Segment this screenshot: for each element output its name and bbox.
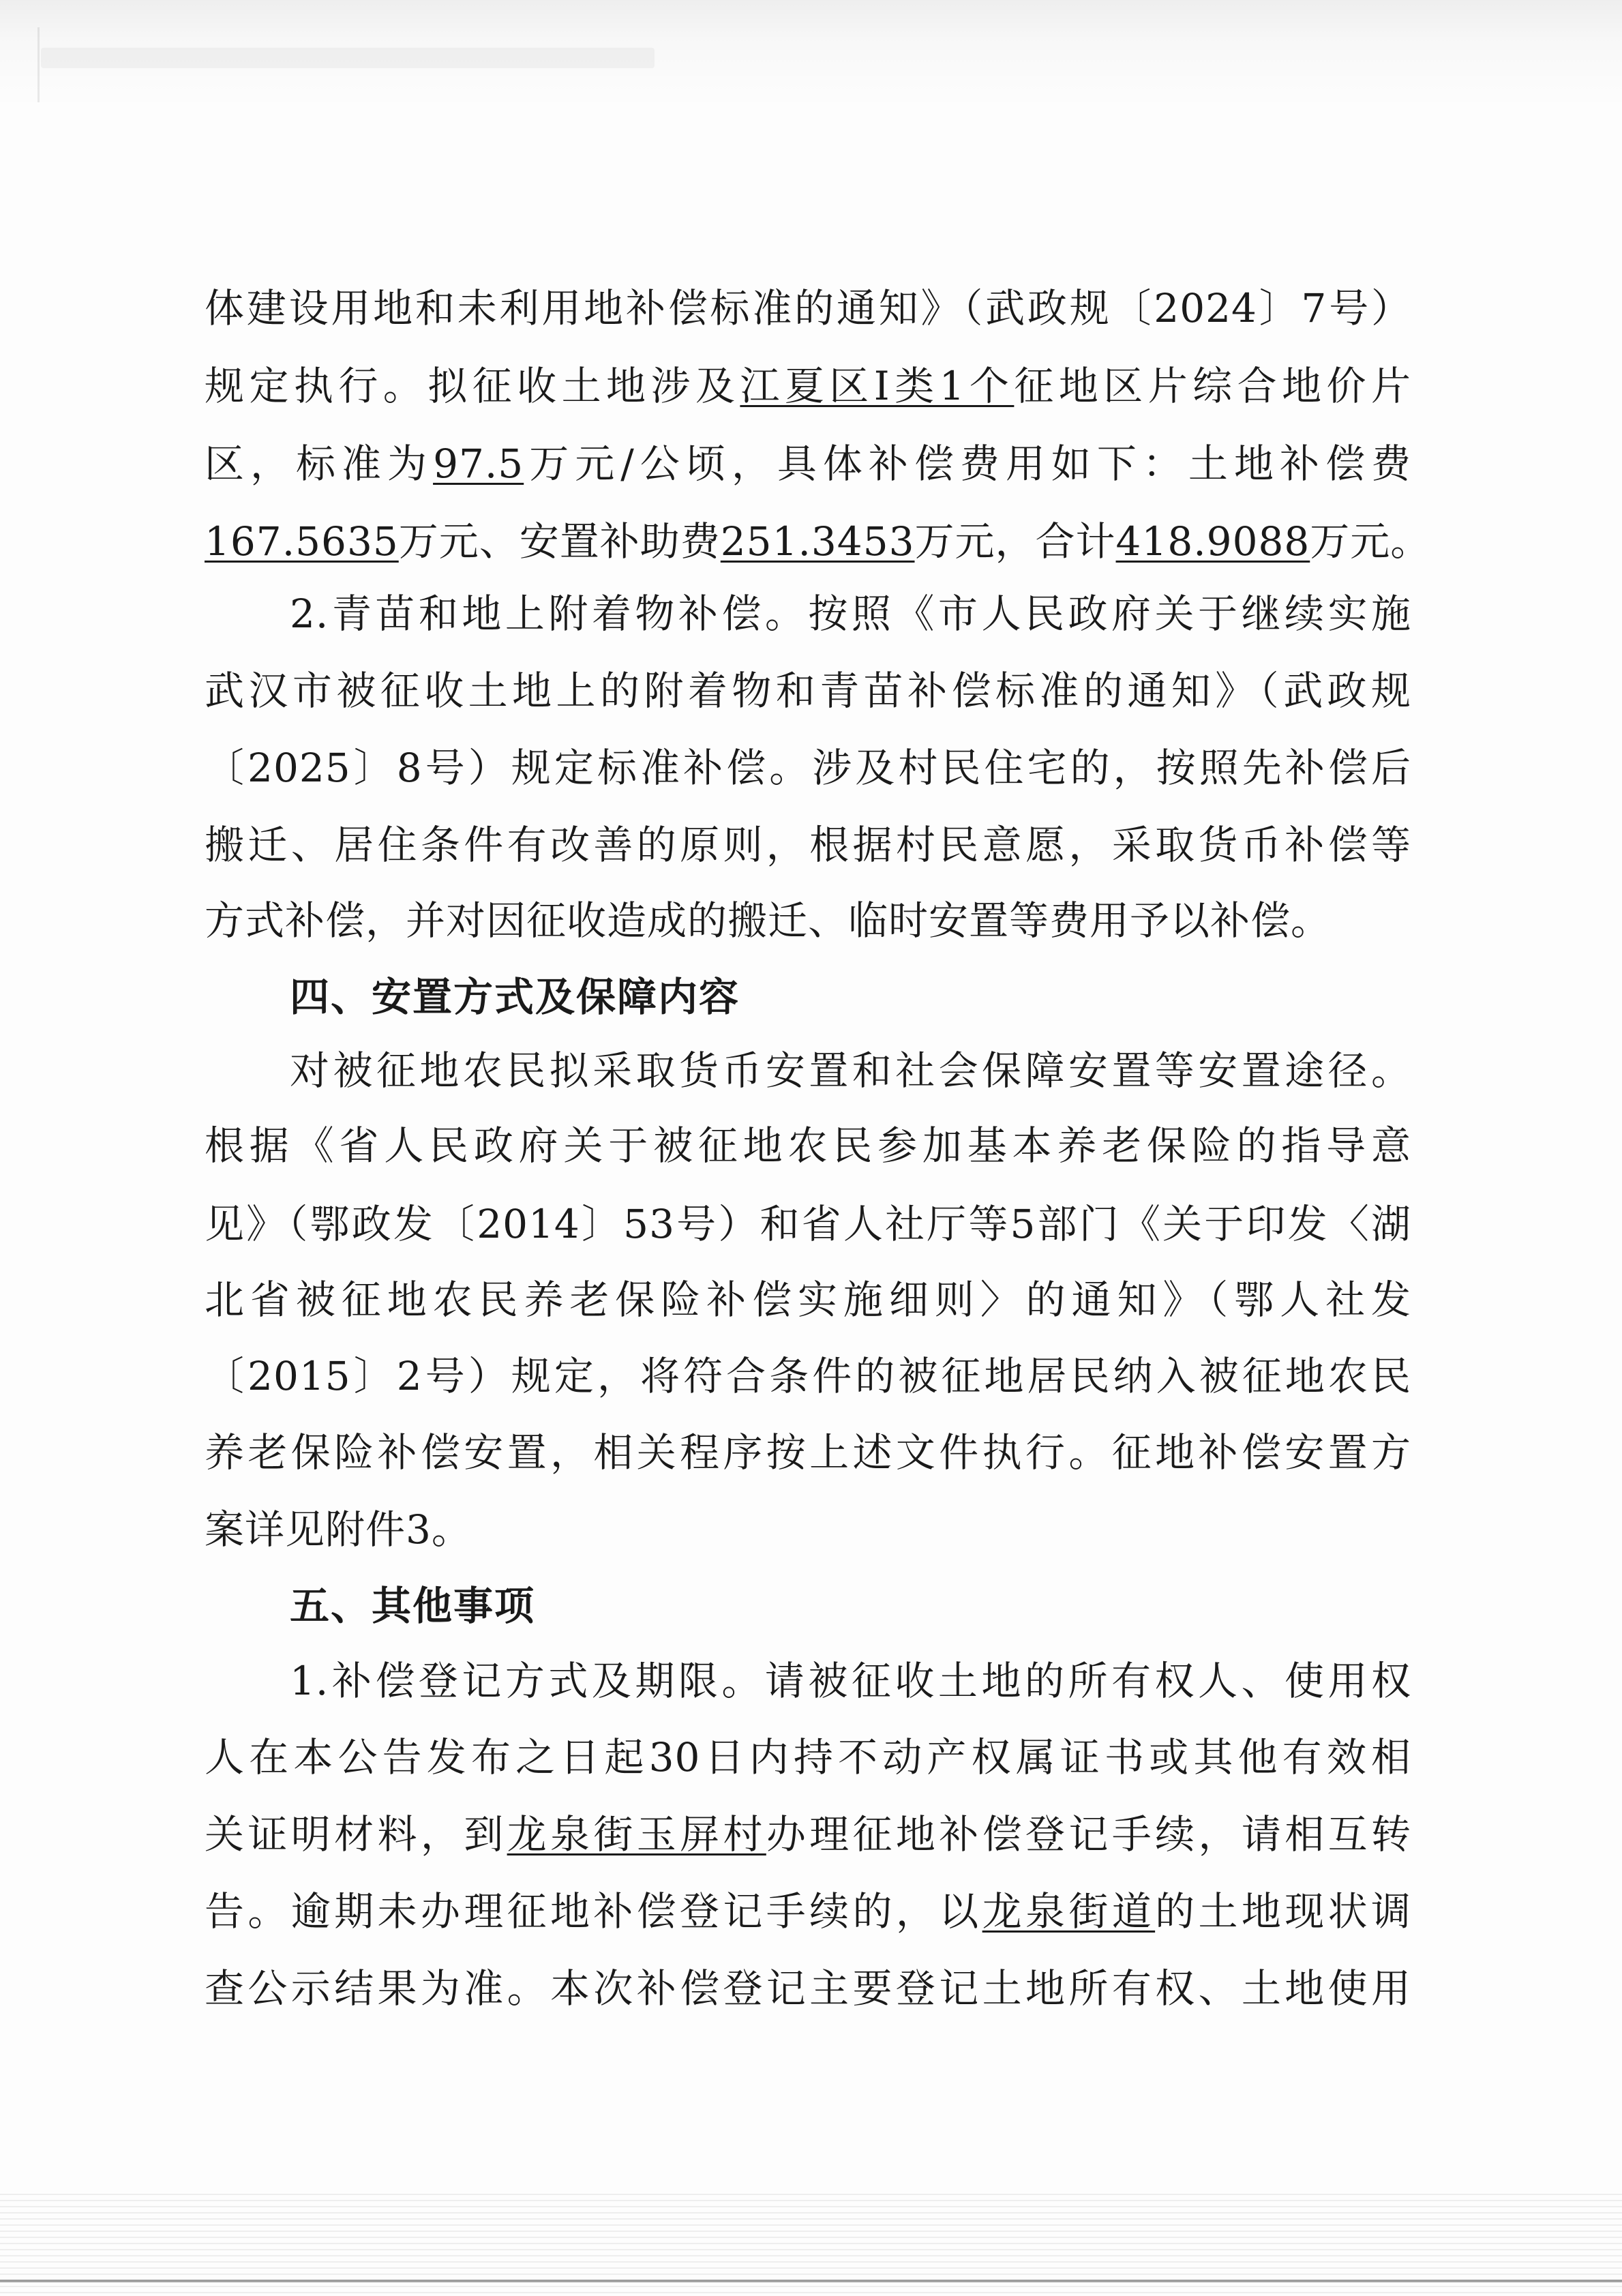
paragraph-line (205, 1870, 1411, 1952)
section-heading-other-matters (290, 1565, 535, 1647)
text-segment: 办理征地补偿登记手续，请相互转 (766, 1811, 1411, 1858)
text-segment: 的土地现状调 (1155, 1888, 1411, 1935)
text-segment: 根据《省人民政府关于被征地农民参加基本养老保险的指导意 (205, 1122, 1411, 1169)
text-segment: 方式补偿，并对因征收造成的搬迁、临时安置等费用予以补偿。 (205, 897, 1332, 944)
text-segment: 四、安置方式及保障内容 (290, 974, 740, 1020)
scan-edge-line (0, 2280, 1622, 2282)
text-segment: 对被征地农民拟采取货币安置和社会保障安置等安置途径。 (290, 1047, 1411, 1094)
paragraph-line (205, 727, 1411, 809)
underlined-field-area-category: 江夏区I类1个 (740, 363, 1015, 409)
paragraph-line (205, 345, 1411, 427)
text-segment: 区，标准为 (205, 441, 434, 487)
text-segment: 〔2025〕8号）规定标准补偿。涉及村民住宅的，按照先补偿后 (205, 745, 1411, 791)
text-segment: 人在本公告发布之日起30日内持不动产权属证书或其他有效相 (205, 1734, 1411, 1780)
paragraph-line (290, 1640, 1411, 1722)
text-segment: 养老保险补偿安置，相关程序按上述文件执行。征地补偿安置方 (205, 1429, 1411, 1476)
paragraph-line (205, 267, 1411, 349)
paragraph-line (205, 1489, 1411, 1570)
text-segment: 万元、安置补助费 (398, 518, 721, 565)
section-heading-resettlement (290, 956, 740, 1038)
underlined-field-land-compensation: 167.5635 (205, 518, 399, 565)
text-segment: 搬迁、居住条件有改善的原则，根据村民意愿，采取货币补偿等 (205, 822, 1411, 868)
paragraph-line (290, 573, 1411, 655)
paragraph-line (205, 1412, 1411, 1493)
text-segment: 五、其他事项 (290, 1583, 536, 1629)
paragraph-line (205, 1948, 1411, 2029)
scan-edge-mark (37, 27, 87, 102)
paragraph-line (205, 804, 1411, 886)
paragraph-line (205, 423, 1411, 505)
text-segment: 查公示结果为准。本次补偿登记主要登记土地所有权、土地使用 (205, 1965, 1411, 2012)
underlined-field-street-office: 龙泉街道 (982, 1888, 1156, 1935)
text-segment: 关证明材料，到 (205, 1811, 507, 1858)
paragraph-line (205, 1793, 1411, 1875)
text-segment: 武汉市被征收土地上的附着物和青苗补偿标准的通知》（武政规 (205, 668, 1411, 714)
text-segment: 北省被征地农民养老保险补偿实施细则〉的通知》（鄂人社发 (205, 1277, 1411, 1323)
scan-streak-top (41, 48, 655, 68)
underlined-field-resettlement-subsidy: 251.3453 (720, 518, 915, 565)
text-segment: 案详见附件3。 (205, 1506, 472, 1553)
text-segment: 2.青苗和地上附着物补偿。按照《市人民政府关于继续实施 (290, 591, 1411, 637)
paragraph-line (205, 1335, 1411, 1417)
text-segment: 万元，合计 (914, 518, 1116, 565)
text-segment: 见》（鄂政发〔2014〕53号）和省人社厅等5部门《关于印发〈湖 (205, 1201, 1411, 1247)
paragraph-line (205, 1716, 1411, 1798)
text-segment: 告。逾期未办理征地补偿登记手续的，以 (205, 1888, 982, 1935)
paragraph-line (205, 880, 1411, 961)
underlined-field-total: 418.9088 (1115, 518, 1310, 565)
paragraph-line (205, 1259, 1411, 1341)
paragraph-line (205, 501, 1431, 582)
underlined-field-registration-place: 龙泉街玉屏村 (507, 1811, 766, 1858)
text-segment: 规定执行。拟征收土地涉及 (205, 363, 740, 409)
text-segment: 1.补偿登记方式及期限。请被征收土地的所有权人、使用权 (290, 1658, 1411, 1704)
text-segment: 征地区片综合地价片 (1014, 363, 1411, 409)
paragraph-line (205, 1105, 1411, 1187)
paragraph-line (290, 1030, 1411, 1112)
paragraph-line (205, 1183, 1411, 1265)
paragraph-line (205, 650, 1411, 732)
text-segment: 万元。 (1310, 518, 1431, 565)
text-segment: 〔2015〕2号）规定，将符合条件的被征地居民纳入被征地农民 (205, 1353, 1411, 1399)
underlined-field-price-standard: 97.5 (433, 441, 524, 487)
text-segment: 万元/公顷，具体补偿费用如下：土地补偿费 (524, 441, 1411, 487)
text-segment: 体建设用地和未利用地补偿标准的通知》（武政规〔2024〕7号） (205, 285, 1411, 331)
